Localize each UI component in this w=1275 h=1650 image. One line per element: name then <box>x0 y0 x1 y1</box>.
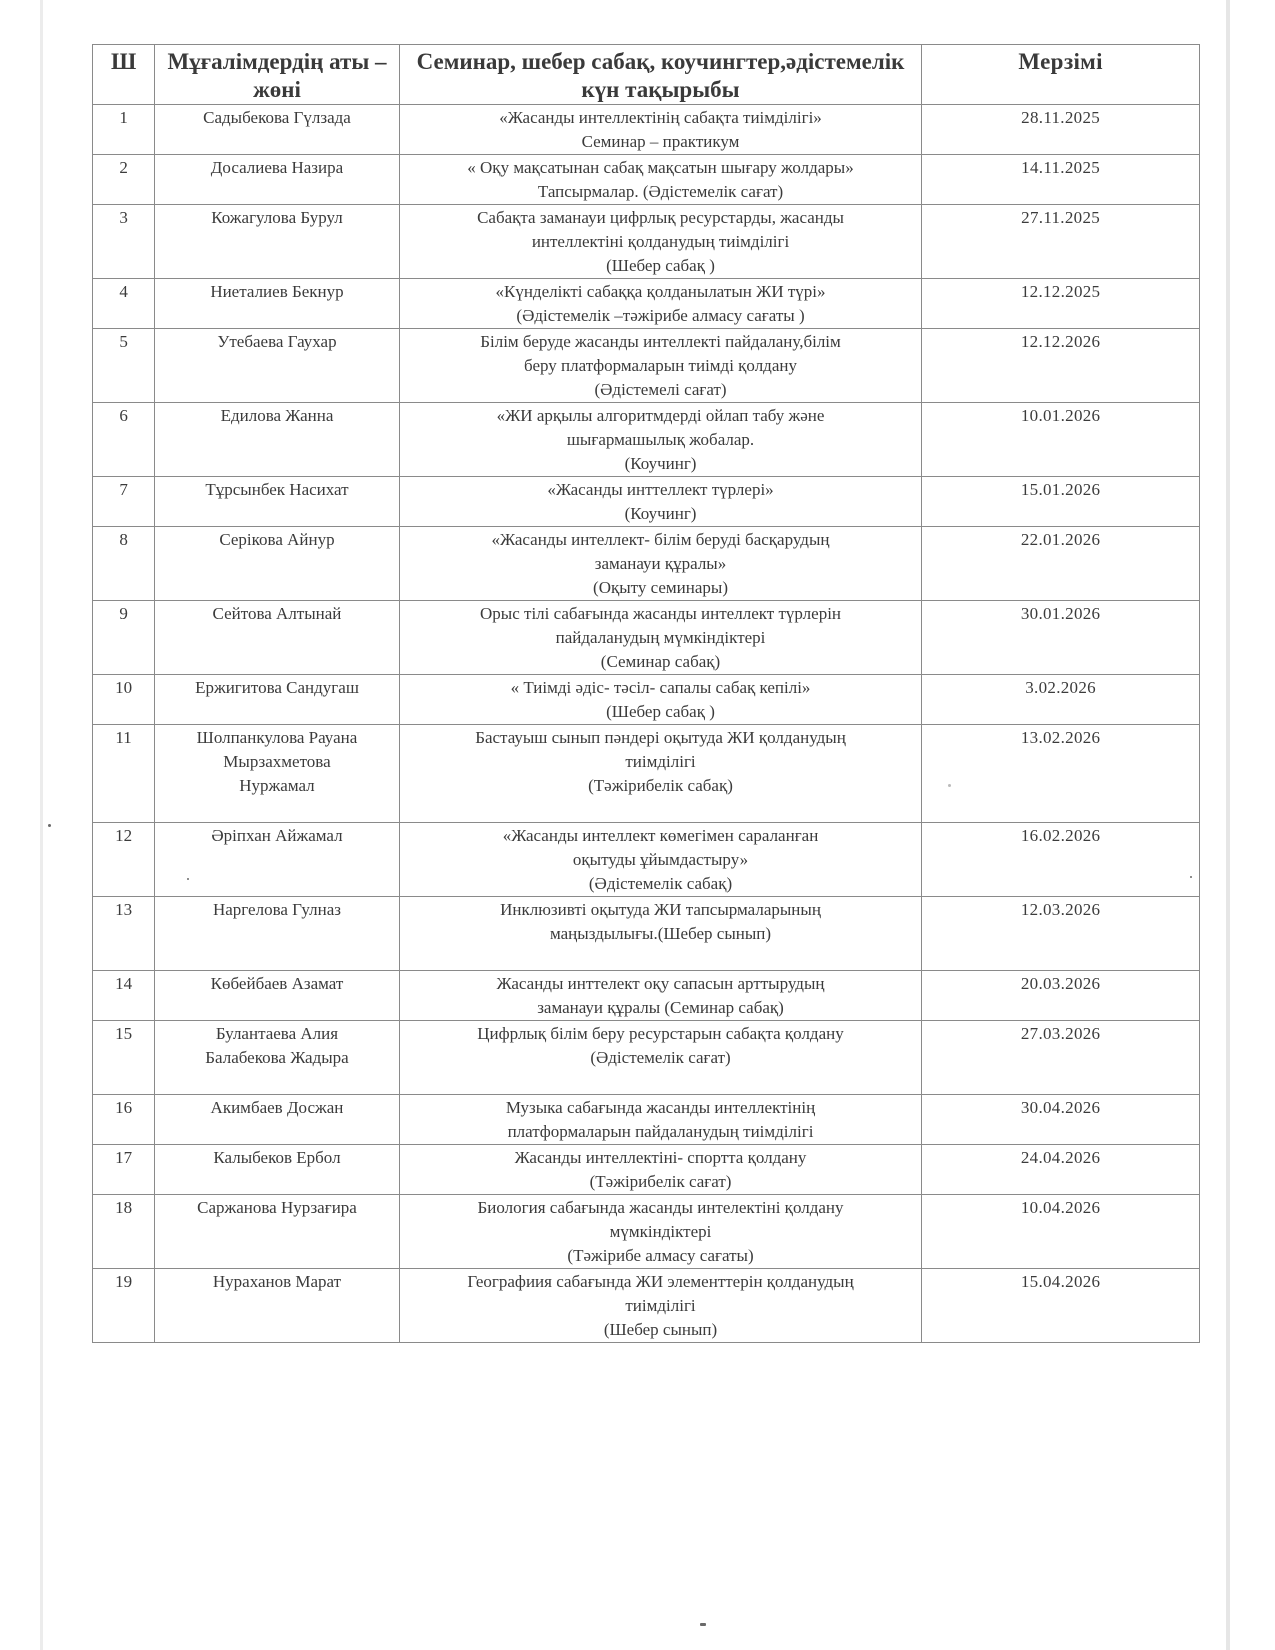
session-date: 12.12.2026 <box>922 329 1200 403</box>
session-topic: «Күнделікті сабаққа қолданылатын ЖИ түрі» (Әдістемелік –тәжірибе алмасу сағаты ) <box>399 279 921 329</box>
session-topic: « Тиімді әдіс- тәсіл- сапалы сабақ кепілі» (Шебер сабақ ) <box>399 675 921 725</box>
session-date: 28.11.2025 <box>922 105 1200 155</box>
teacher-name: Көбейбаев Азамат <box>155 971 400 1021</box>
teacher-name: Тұрсынбек Насихат <box>155 477 400 527</box>
row-number: 16 <box>93 1095 155 1145</box>
teacher-name: Сейтова Алтынай <box>155 601 400 675</box>
table-row <box>93 155 1200 205</box>
session-topic: Географиия сабағында ЖИ элементтерін қолданудың тиімділігі (Шебер сынып) <box>399 1269 921 1343</box>
header-topic: Семинар, шебер сабақ, коучингтер,әдістемелік күн тақырыбы <box>399 45 921 105</box>
row-number: 3 <box>93 205 155 279</box>
row-number: 11 <box>93 725 155 823</box>
session-topic: «Жасанды инттеллект түрлері» (Коучинг) <box>399 477 921 527</box>
session-topic: Биология сабағында жасанды интелектіні қолдану мүмкіндіктері (Тәжірибе алмасу сағаты) <box>399 1195 921 1269</box>
header-date: Мерзімі <box>922 45 1200 105</box>
session-date: 20.03.2026 <box>922 971 1200 1021</box>
session-topic: Жасанды инттелект оқу сапасын арттырудың заманауи құралы (Семинар сабақ) <box>399 971 921 1021</box>
header-row <box>93 45 1200 105</box>
teacher-name: Ниеталиев Бекнур <box>155 279 400 329</box>
session-date: 30.04.2026 <box>922 1095 1200 1145</box>
table-row <box>93 823 1200 897</box>
table-row <box>93 1021 1200 1095</box>
teacher-name: Наргелова Гулназ <box>155 897 400 971</box>
teacher-name: Акимбаев Досжан <box>155 1095 400 1145</box>
header-number: Ш <box>93 45 155 105</box>
teacher-name: Шолпанкулова Рауана Мырзахметова Нуржамал <box>155 725 400 823</box>
session-date: 10.01.2026 <box>922 403 1200 477</box>
table-row <box>93 601 1200 675</box>
row-number: 17 <box>93 1145 155 1195</box>
session-date: 10.04.2026 <box>922 1195 1200 1269</box>
table-row <box>93 329 1200 403</box>
row-number: 18 <box>93 1195 155 1269</box>
row-number: 1 <box>93 105 155 155</box>
teacher-name: Утебаева Гаухар <box>155 329 400 403</box>
table-row <box>93 897 1200 971</box>
session-topic: «Жасанды интеллект көмегімен сараланған оқытуды ұйымдастыру» (Әдістемелік сабақ) <box>399 823 921 897</box>
teacher-name: Саржанова Нурзағира <box>155 1195 400 1269</box>
session-topic: Бастауыш сынып пәндері оқытуда ЖИ қолданудың тиімділігі (Тәжірибелік сабақ) <box>399 725 921 823</box>
table-row <box>93 105 1200 155</box>
session-topic: Орыс тілі сабағында жасанды интеллект түрлерін пайдаланудың мүмкіндіктері (Семинар сабақ) <box>399 601 921 675</box>
session-date: 3.02.2026 <box>922 675 1200 725</box>
table-row <box>93 725 1200 823</box>
row-number: 13 <box>93 897 155 971</box>
row-number: 4 <box>93 279 155 329</box>
teacher-name: Нураханов Марат <box>155 1269 400 1343</box>
table-header <box>93 45 1200 105</box>
row-number: 12 <box>93 823 155 897</box>
scan-speck <box>700 1623 706 1626</box>
seminar-schedule-table <box>92 44 1200 1343</box>
teacher-name: Едилова Жанна <box>155 403 400 477</box>
session-topic: Сабақта заманауи цифрлық ресурстарды, жасанды интеллектіні қолданудың тиімділігі (Шебер сабақ ) <box>399 205 921 279</box>
session-topic: «Жасанды интеллект- білім беруді басқарудың заманауи құралы» (Оқыту семинары) <box>399 527 921 601</box>
session-date: 12.03.2026 <box>922 897 1200 971</box>
session-topic: « Оқу мақсатынан сабақ мақсатын шығару жолдары» Тапсырмалар. (Әдістемелік сағат) <box>399 155 921 205</box>
teacher-name: Әріпхан Айжамал <box>155 823 400 897</box>
row-number: 6 <box>93 403 155 477</box>
row-number: 2 <box>93 155 155 205</box>
teacher-name: Досалиева Назира <box>155 155 400 205</box>
session-date: 12.12.2025 <box>922 279 1200 329</box>
table-row <box>93 1095 1200 1145</box>
table-row <box>93 279 1200 329</box>
teacher-name: Кожагулова Бурул <box>155 205 400 279</box>
table-row <box>93 675 1200 725</box>
row-number: 5 <box>93 329 155 403</box>
session-topic: Инклюзивті оқытуда ЖИ тапсырмаларының маңыздылығы.(Шебер сынып) <box>399 897 921 971</box>
scan-right-edge <box>1226 0 1230 1650</box>
session-date: 15.04.2026 <box>922 1269 1200 1343</box>
table-row <box>93 1145 1200 1195</box>
session-date: 24.04.2026 <box>922 1145 1200 1195</box>
teacher-name: Серікова Айнур <box>155 527 400 601</box>
session-date: 27.11.2025 <box>922 205 1200 279</box>
header-teacher-name: Мұғалімдердің аты – жөні <box>155 45 400 105</box>
session-topic: «Жасанды интеллектінің сабақта тиімділігі» Семинар – практикум <box>399 105 921 155</box>
session-date: 27.03.2026 <box>922 1021 1200 1095</box>
teacher-name: Садыбекова Гүлзада <box>155 105 400 155</box>
session-date: 22.01.2026 <box>922 527 1200 601</box>
teacher-name: Ержигитова Сандугаш <box>155 675 400 725</box>
session-date: 15.01.2026 <box>922 477 1200 527</box>
session-topic: Музыка сабағында жасанды интеллектінің платформаларын пайдаланудың тиімділігі <box>399 1095 921 1145</box>
teacher-name: Калыбеков Ербол <box>155 1145 400 1195</box>
table-row <box>93 205 1200 279</box>
table-body <box>93 105 1200 1343</box>
session-date: 14.11.2025 <box>922 155 1200 205</box>
row-number: 9 <box>93 601 155 675</box>
row-number: 7 <box>93 477 155 527</box>
row-number: 15 <box>93 1021 155 1095</box>
scan-speck <box>48 824 51 827</box>
table-row <box>93 527 1200 601</box>
row-number: 10 <box>93 675 155 725</box>
session-date: 30.01.2026 <box>922 601 1200 675</box>
teacher-name: Булантаева Алия Балабекова Жадыра <box>155 1021 400 1095</box>
table-row <box>93 477 1200 527</box>
row-number: 19 <box>93 1269 155 1343</box>
table-row <box>93 403 1200 477</box>
session-topic: «ЖИ арқылы алгоритмдерді ойлап табу және шығармашылық жобалар. (Коучинг) <box>399 403 921 477</box>
table-row <box>93 971 1200 1021</box>
row-number: 8 <box>93 527 155 601</box>
row-number: 14 <box>93 971 155 1021</box>
session-date: 16.02.2026 <box>922 823 1200 897</box>
session-topic: Цифрлық білім беру ресурстарын сабақта қолдану (Әдістемелік сағат) <box>399 1021 921 1095</box>
session-topic: Білім беруде жасанды интеллекті пайдалану,білім беру платформаларын тиімді қолдану (Әдістемелі сағат) <box>399 329 921 403</box>
session-topic: Жасанды интеллектіні- спортта қолдану (Тәжірибелік сағат) <box>399 1145 921 1195</box>
table-row <box>93 1195 1200 1269</box>
session-date: 13.02.2026 <box>922 725 1200 823</box>
table-row <box>93 1269 1200 1343</box>
scan-left-edge <box>40 0 43 1650</box>
